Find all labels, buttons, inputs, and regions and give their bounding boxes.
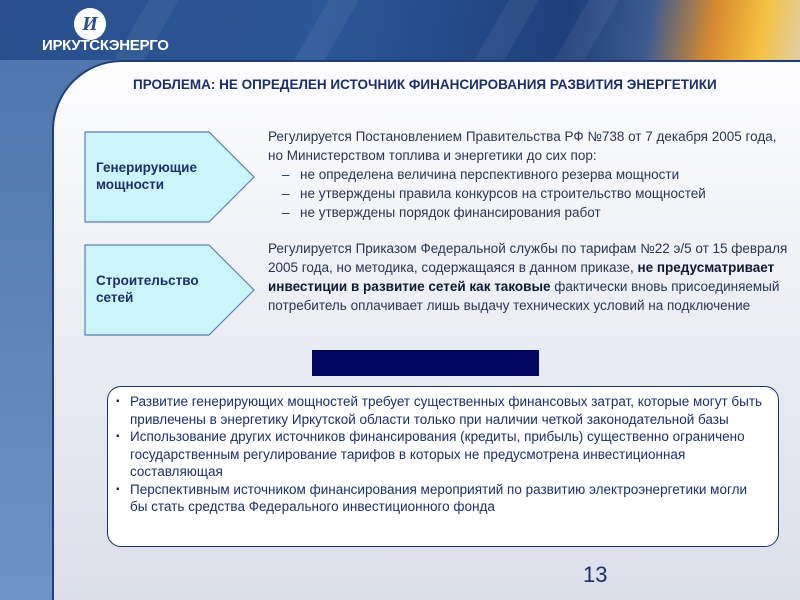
company-logo-icon: И: [74, 8, 106, 40]
slide-title: ПРОБЛЕМА: НЕ ОПРЕДЕЛЕН ИСТОЧНИК ФИНАНСИРОВАНИЯ РАЗВИТИЯ ЭНЕРГЕТИКИ: [133, 77, 717, 92]
section-emphasis: не предусматривает инвестиции в развитие сетей как таковые: [268, 260, 775, 294]
bullet-item: ▪ Перспективным источником финансирования мероприятий по развитию электроэнергетики могли бы стать средства Федерального инвестиционного фонда: [116, 481, 768, 516]
page-number: 13: [583, 562, 608, 587]
list-item: – не утверждены порядок финансирования работ: [268, 203, 788, 222]
section-label: Строительство сетей: [96, 273, 199, 305]
section-label: Генерирующие мощности: [96, 160, 197, 192]
section-description-networks: [268, 239, 788, 315]
conclusions-box: [107, 386, 779, 547]
bullet-item: ▪ Использование других источников финансирования (кредиты, прибыль) существенно ограничено государственным регулирование тарифов в которых не предусмотрена инвестиционная составляющая: [116, 428, 768, 481]
navy-bar: [312, 350, 539, 376]
section-intro: Регулируется Постановлением Правительства РФ №738 от 7 декабря 2005 года, но Министерством топлива и энергетики до сих пор:: [268, 129, 777, 163]
list-item: – не утверждены правила конкурсов на строительство мощностей: [268, 184, 788, 203]
arrow-label-generation: [84, 131, 256, 223]
arrow-label-networks: [84, 244, 256, 336]
section-intro: Регулируется Приказом Федеральной службы по тарифам №22 э/5 от 15 февраля 2005 года, но методика, содержащаяся в данном приказе,: [268, 241, 788, 275]
company-name: ИРКУТСКЭНЕРГО: [42, 37, 169, 54]
section-outro: фактически вновь присоединяемый потребитель оплачивает лишь выдачу технических условий на подключение: [268, 279, 780, 313]
list-item: – не определена величина перспективного резерва мощности: [268, 165, 788, 184]
section-description-generation: [268, 127, 788, 222]
bullet-item: ▪ Развитие генерирующих мощностей требует существенных финансовых затрат, которые могут быть привлечены в энергетику Иркутской области только при наличии четкой законодательной базы: [116, 393, 768, 428]
